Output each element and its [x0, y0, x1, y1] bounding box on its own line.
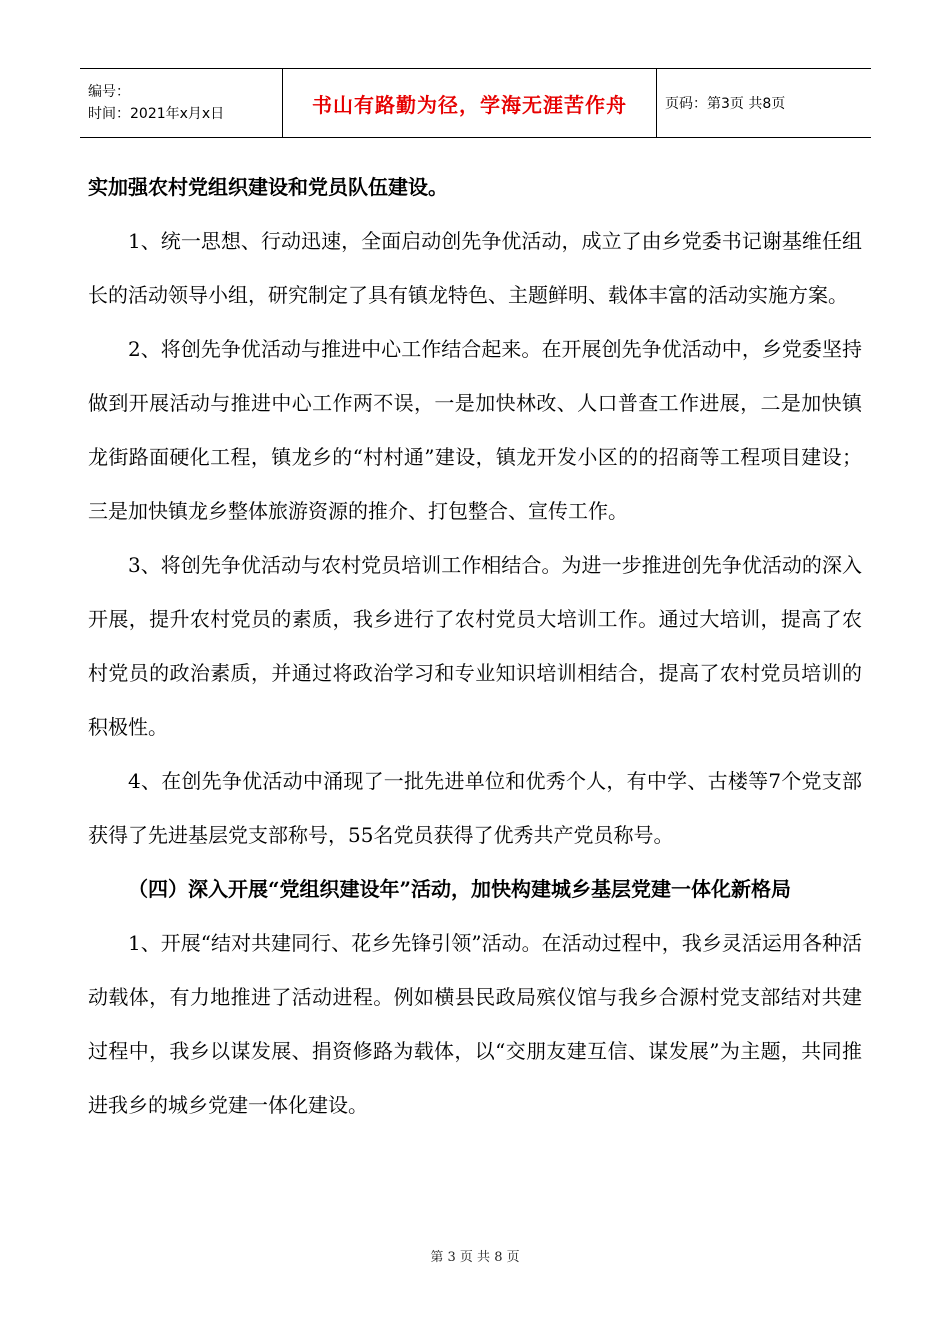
header-motto: 书山有路勤为径，学海无涯苦作舟	[282, 69, 657, 137]
paragraph-section-item-1: 1、开展“结对共建同行、花乡先锋引领”活动。在活动过程中，我乡灵活运用各种活动载体，有力地推进了活动进程。例如横县民政局殡仪馆与我乡合源村党支部结对共建过程中，我乡以谋发展、捐资修路为载体，以“交朋友建互信、谋发展”为主题，共同推进我乡的城乡党建一体化建设。	[88, 931, 862, 1117]
paragraph-item-2: 2、将创先争优活动与推进中心工作结合起来。在开展创先争优活动中，乡党委坚持做到开展活动与推进中心工作两不误，一是加快林改、人口普查工作进展，二是加快镇龙街路面硬化工程，镇龙乡的“村村通”建设，镇龙开发小区的的招商等工程项目建设；三是加快镇龙乡整体旅游资源的推介、打包整合、宣传工作。	[88, 337, 862, 523]
header-meta	[80, 69, 282, 137]
header-page-info: 页码：第3页 共8页	[665, 96, 786, 112]
document-time-label: 时间：2021年x月x日	[88, 106, 225, 122]
document-number-label: 编号：	[88, 84, 130, 100]
paragraph-item-4: 4、在创先争优活动中涌现了一批先进单位和优秀个人，有中学、古楼等7个党支部获得了先进基层党支部称号，55名党员获得了优秀共产党员称号。	[88, 769, 862, 847]
section-heading: （四）深入开展“党组织建设年”活动，加快构建城乡基层党建一体化新格局	[128, 877, 792, 901]
page-footer: 第 3 页 共 8 页	[430, 1250, 520, 1265]
paragraph-continuation: 实加强农村党组织建设和党员队伍建设。	[88, 175, 448, 199]
paragraph-item-3: 3、将创先争优活动与农村党员培训工作相结合。为进一步推进创先争优活动的深入开展，提升农村党员的素质，我乡进行了农村党员大培训工作。通过大培训，提高了农村党员的政治素质，并通过将政治学习和专业知识培训相结合，提高了农村党员培训的积极性。	[88, 553, 862, 739]
paragraph-item-1: 1、统一思想、行动迅速，全面启动创先争优活动，成立了由乡党委书记谢基维任组长的活动领导小组，研究制定了具有镇龙特色、主题鲜明、载体丰富的活动实施方案。	[88, 229, 862, 307]
document-body	[88, 160, 862, 1132]
header-table	[80, 68, 871, 138]
